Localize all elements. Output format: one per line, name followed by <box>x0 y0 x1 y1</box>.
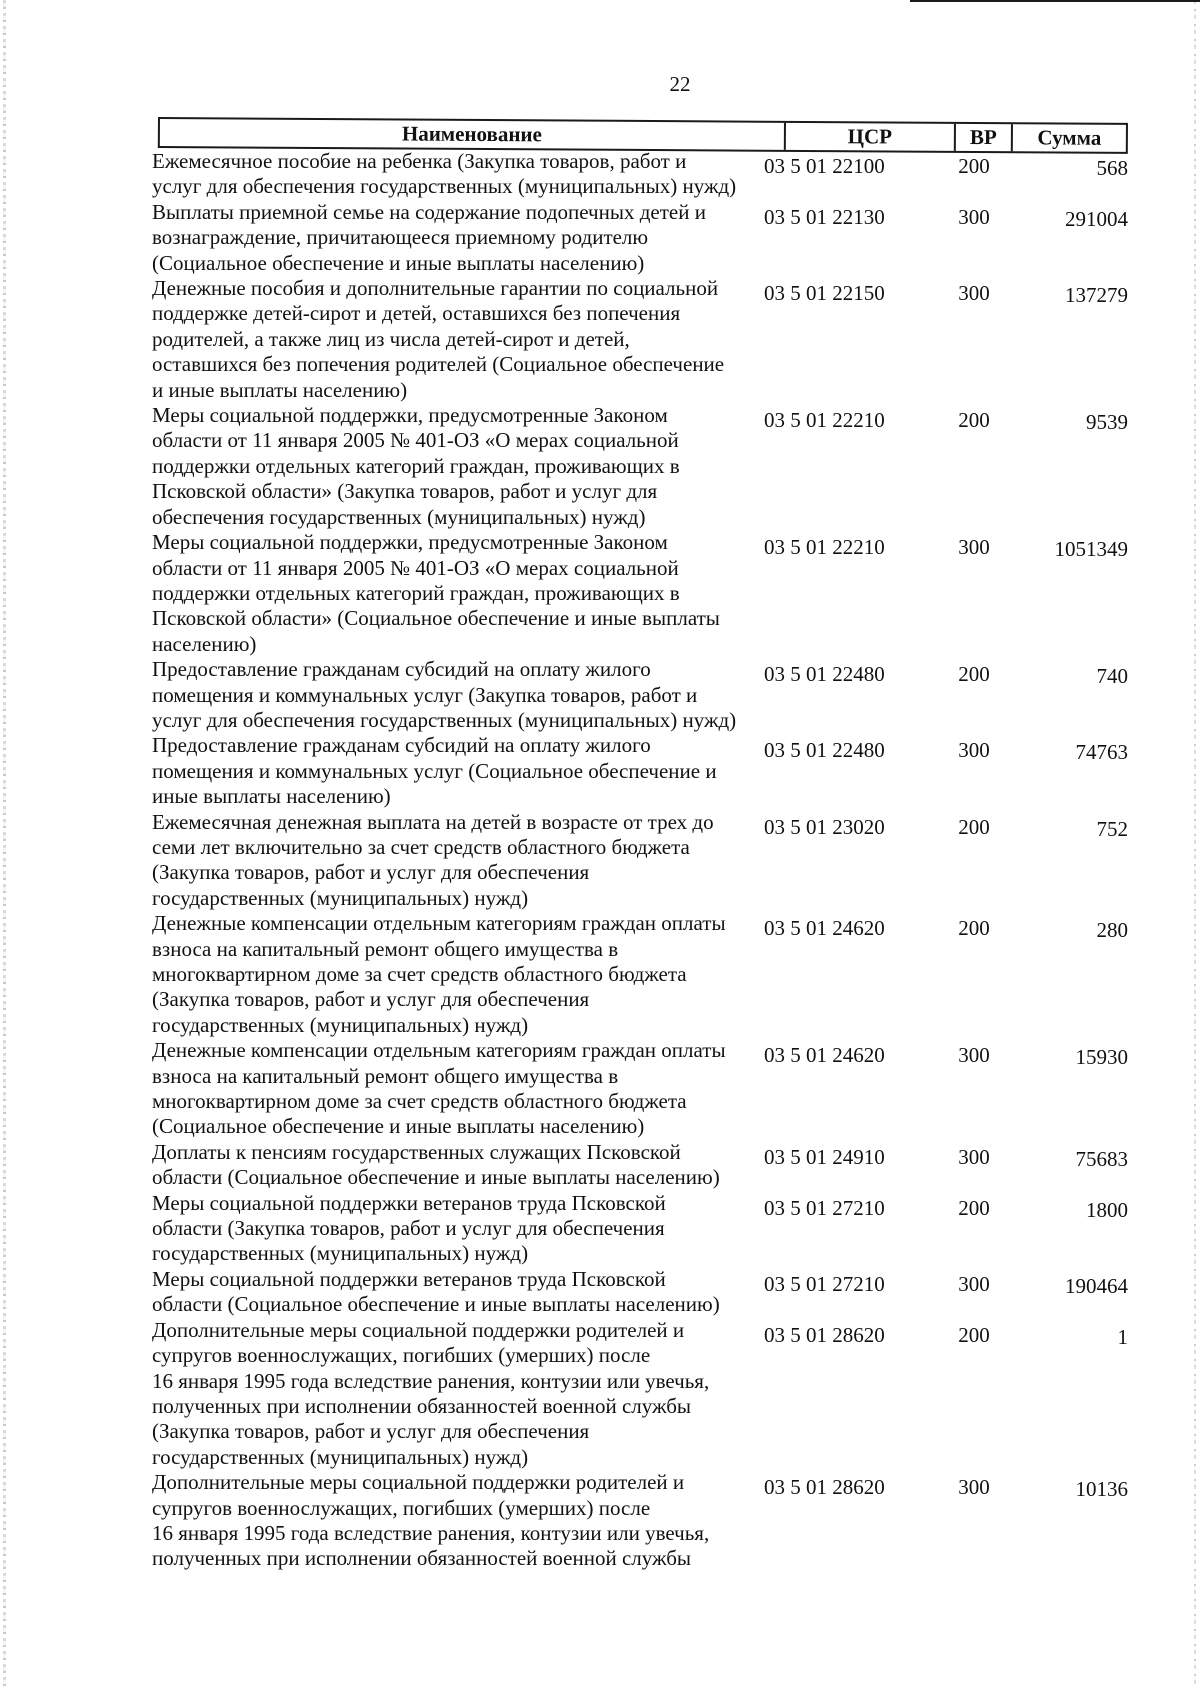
row-sum: 752 <box>1096 816 1128 841</box>
table-row <box>152 810 1132 912</box>
row-vr-code: 300 <box>958 1475 990 1500</box>
row-vr-code: 300 <box>958 204 990 229</box>
row-vr-code: 200 <box>958 814 990 839</box>
row-vr-code: 200 <box>958 662 990 687</box>
row-csr-code: 03 5 01 24620 <box>764 1043 885 1068</box>
scan-edge-left <box>3 0 6 1686</box>
row-csr-code: 03 5 01 27210 <box>764 1195 885 1220</box>
table-row <box>152 1038 1132 1140</box>
row-name: Меры социальной поддержки, предусмотренные Законом области от 11 января 2005 № 401-ОЗ «О мерах социальной поддержки отдельных категорий граждан, проживающих в Псковской области» (Закупка товаров, работ и услуг для обеспечения государственных (муниципальных) нужд) <box>152 403 680 529</box>
row-name: Ежемесячное пособие на ребенка (Закупка товаров, работ и услуг для обеспечения государственных (муниципальных) нужд) <box>152 149 737 199</box>
row-name: Доплаты к пенсиям государственных служащих Псковской области (Социальное обеспечение и иные выплаты населению) <box>152 1139 720 1190</box>
row-sum: 74763 <box>1075 740 1128 765</box>
row-name: Денежные пособия и дополнительные гарантии по социальной поддержке детей-сирот и детей, оставшихся без попечения родителей, а также лиц из числа детей-сирот и детей, оставшихся без попечения родителей (Социальное обеспечение и иные выплаты населению) <box>152 276 725 402</box>
row-vr-code: 200 <box>958 154 990 178</box>
scan-top-line <box>910 0 1200 2</box>
table-row <box>152 403 1132 530</box>
row-vr-code: 300 <box>958 1144 990 1169</box>
table-row <box>152 1140 1132 1191</box>
row-name: Меры социальной поддержки, предусмотренные Законом области от 11 января 2005 № 401-ОЗ «О мерах социальной поддержки отдельных категорий граждан, проживающих в Псковской области» (Социальное обеспечение и иные выплаты населению) <box>152 530 720 656</box>
row-sum: 10136 <box>1075 1477 1128 1502</box>
row-csr-code: 03 5 01 22480 <box>764 738 885 763</box>
row-csr-code: 03 5 01 28620 <box>764 1475 885 1500</box>
row-name: Денежные компенсации отдельным категориям граждан оплаты взноса на капитальный ремонт общего имущества в многоквартирном доме за счет средств областного бюджета (Социальное обеспечение и иные выплаты населению) <box>152 1038 726 1139</box>
row-sum: 15930 <box>1075 1045 1128 1070</box>
row-name: Меры социальной поддержки ветеранов труда Псковской области (Социальное обеспечение и иные выплаты населению) <box>152 1266 720 1317</box>
row-csr-code: 03 5 01 24620 <box>764 916 885 941</box>
row-csr-code: 03 5 01 22150 <box>764 281 885 306</box>
table-row <box>152 1191 1132 1267</box>
row-csr-code: 03 5 01 28620 <box>764 1322 885 1347</box>
row-sum: 190464 <box>1065 1273 1128 1298</box>
row-vr-code: 300 <box>958 1043 990 1068</box>
row-csr-code: 03 5 01 22210 <box>764 408 885 433</box>
row-sum: 740 <box>1096 664 1128 689</box>
row-csr-code: 03 5 01 22100 <box>764 154 885 178</box>
row-vr-code: 200 <box>958 916 990 941</box>
row-name: Денежные компенсации отдельным категориям граждан оплаты взноса на капитальный ремонт общего имущества в многоквартирном доме за счет средств областного бюджета (Закупка товаров, работ и услуг для обеспечения государственных (муниципальных) нужд) <box>152 911 726 1037</box>
row-name: Предоставление гражданам субсидий на оплату жилого помещения и коммунальных услуг (Социальное обеспечение и иные выплаты населению) <box>152 733 717 809</box>
row-vr-code: 200 <box>958 1195 990 1220</box>
row-name: Дополнительные меры социальной поддержки родителей и супругов военнослужащих, погибших (умерших) после 16 января 1995 года вследствие ранения, контузии или увечья, полученных при исполнении обязанностей военной службы <box>152 1470 710 1571</box>
row-name: Дополнительные меры социальной поддержки родителей и супругов военнослужащих, погибших (умерших) после 16 января 1995 года вследствие ранения, контузии или увечья, полученных при исполнении обязанностей военной службы (Закупка товаров, работ и услуг для обеспечения государственных (муниципальных) нужд) <box>152 1317 710 1469</box>
row-name: Ежемесячная денежная выплата на детей в возрасте от трех до семи лет включительно за счет средств областного бюджета (Закупка товаров, работ и услуг для обеспечения государственных (муниципальных) нужд) <box>152 809 714 910</box>
table-row <box>152 530 1132 657</box>
header-csr: ЦСР <box>786 123 956 151</box>
row-csr-code: 03 5 01 22480 <box>764 662 885 687</box>
row-vr-code: 300 <box>958 738 990 763</box>
row-sum: 137279 <box>1065 283 1128 308</box>
row-vr-code: 300 <box>958 1271 990 1296</box>
table-row <box>152 657 1132 733</box>
row-csr-code: 03 5 01 22130 <box>764 204 885 229</box>
row-csr-code: 03 5 01 23020 <box>764 814 885 839</box>
row-csr-code: 03 5 01 22210 <box>764 535 885 560</box>
row-name: Выплаты приемной семье на содержание подопечных детей и вознаграждение, причитающееся приемному родителю (Социальное обеспечение и иные выплаты населению) <box>152 199 706 275</box>
table-row <box>152 911 1132 1038</box>
row-csr-code: 03 5 01 27210 <box>764 1271 885 1296</box>
row-vr-code: 300 <box>958 281 990 306</box>
table-row <box>152 1470 1132 1572</box>
page-number: 22 <box>669 72 691 96</box>
row-sum: 280 <box>1096 918 1128 943</box>
row-csr-code: 03 5 01 24910 <box>764 1144 885 1169</box>
row-sum: 1 <box>1117 1324 1128 1349</box>
row-vr-code: 300 <box>958 535 990 560</box>
header-name: Наименование <box>160 119 786 150</box>
header-vr: ВР <box>956 124 1013 151</box>
table-row <box>152 200 1132 276</box>
row-sum: 75683 <box>1075 1146 1128 1171</box>
table-row <box>152 276 1132 403</box>
row-vr-code: 200 <box>958 1322 990 1347</box>
table-row <box>152 733 1132 809</box>
table-row <box>152 1318 1132 1470</box>
header-sum: Сумма <box>1037 125 1102 150</box>
row-sum: 1051349 <box>1054 537 1128 562</box>
row-sum: 1800 <box>1086 1197 1128 1222</box>
row-name: Предоставление гражданам субсидий на оплату жилого помещения и коммунальных услуг (Закупка товаров, работ и услуг для обеспечения государственных (муниципальных) нужд) <box>152 657 737 732</box>
row-sum: 9539 <box>1086 410 1128 435</box>
row-name: Меры социальной поддержки ветеранов труда Псковской области (Закупка товаров, работ и услуг для обеспечения государственных (муниципальных) нужд) <box>152 1190 666 1266</box>
row-vr-code: 200 <box>958 408 990 433</box>
table-row <box>152 149 1132 200</box>
row-sum: 291004 <box>1065 206 1128 231</box>
row-sum: 568 <box>1096 156 1128 180</box>
table-row <box>152 1267 1132 1318</box>
table-body <box>152 149 1132 1572</box>
scan-edge-right <box>1194 0 1196 1686</box>
